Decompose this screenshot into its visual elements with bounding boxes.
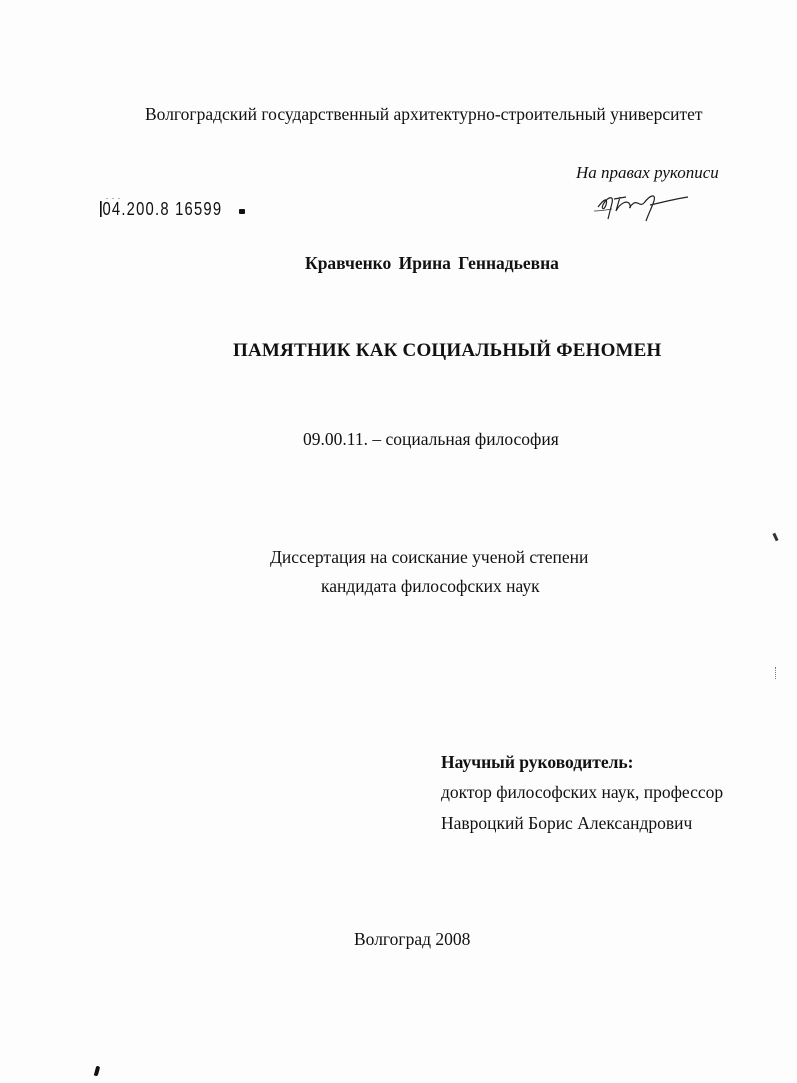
rights-note: На правах рукописи <box>576 163 719 182</box>
stamp-dot <box>239 209 245 214</box>
degree-line-2: кандидата философских наук <box>321 576 540 596</box>
author-name: Кравченко Ирина Геннадьевна <box>305 253 559 273</box>
stamp-bar <box>100 201 102 217</box>
scan-comma-icon <box>94 1066 100 1077</box>
stamp-ticks: ... <box>106 192 124 201</box>
supervisor-name: Навроцкий Борис Александрович <box>441 813 693 833</box>
scan-mark-icon <box>775 667 778 679</box>
dissertation-title: ПАМЯТНИК КАК СОЦИАЛЬНЫЙ ФЕНОМЕН <box>233 340 662 361</box>
university-name: Волгоградский государственный архитектурно-строительный университет <box>145 104 703 124</box>
city-year: Волгоград 2008 <box>354 929 471 949</box>
degree-line-1: Диссертация на соискание ученой степени <box>270 547 589 567</box>
specialty-code: 09.00.11. – социальная философия <box>303 429 559 449</box>
library-stamp <box>100 199 222 220</box>
signature-icon <box>590 185 700 225</box>
supervisor-label: Научный руководитель: <box>441 752 634 772</box>
scan-mark-icon <box>772 533 778 542</box>
supervisor-title: доктор философских наук, профессор <box>441 782 724 802</box>
library-stamp-number: 04.200.8 16599 <box>102 199 223 219</box>
